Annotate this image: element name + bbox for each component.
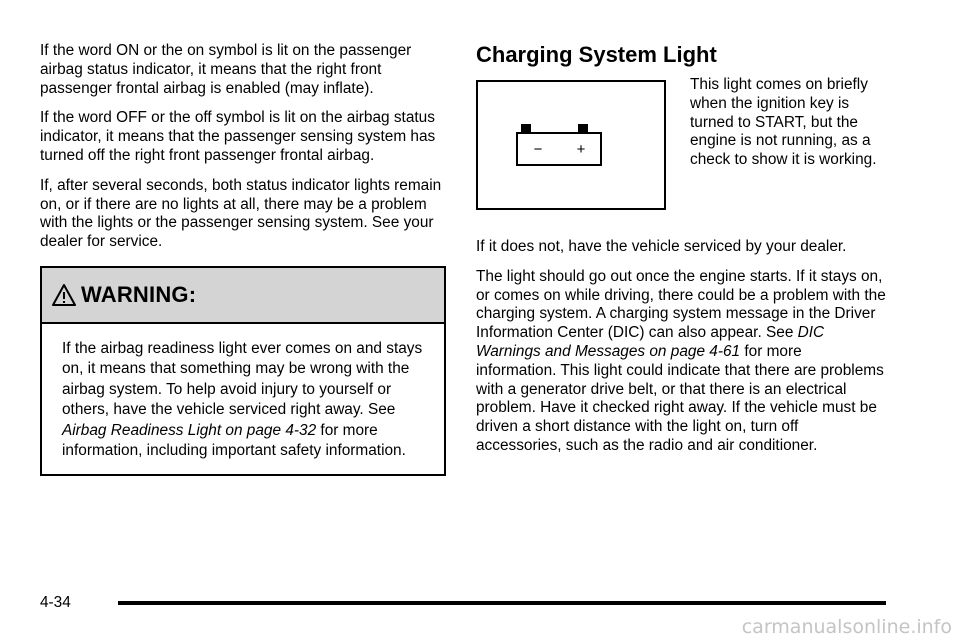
footer-rule [118,601,886,605]
warning-triangle-icon [52,283,76,307]
paragraph-charging-problem [476,268,886,456]
warning-text: If the airbag readiness light ever comes on and stays on, it means that something may be wrong with the airbag system. To help avoid injury to yourself or others, have the vehicle serviced right away. See [62,339,423,419]
battery-minus-sign: − [533,141,543,158]
warning-box [40,266,446,476]
warning-text-end: for more information, including important safety information. [62,421,406,460]
dic-warnings-link[interactable]: DIC Warnings and Messages on page 4-61 [476,324,825,360]
warning-title: WARNING: [81,281,197,307]
charging-text: The light should go out once the engine starts. If it stays on, or comes on while driving, there could be a problem with the charging system. A charging system message in the Driver Information Center (DIC) can also appear. See [476,267,886,342]
paragraph-off-indicator: If the word OFF or the off symbol is lit on the airbag status indicator, it means that the passenger sensing system has turned off the right front passenger frontal airbag. [40,109,436,164]
right-column [476,42,886,467]
charging-text-end: for more information. This light could indicate that there are problems with a generator drive belt, or that there is an electrical problem. Have it checked right away. If the vehicle must be driven a short distance with the light on, turn off accessories, such as the radio and air conditioner. [476,342,884,454]
left-column [40,42,446,476]
battery-plus-sign: + [576,141,586,158]
battery-icon [478,82,664,208]
watermark: carmanualsonline.info [741,616,952,638]
airbag-readiness-link[interactable]: Airbag Readiness Light on page 4-32 [62,421,317,439]
figure-row [476,76,886,210]
warning-header [42,268,444,324]
page-number: 4-34 [40,594,71,611]
battery-figure [476,80,666,210]
paragraph-not-on: If it does not, have the vehicle serviced by your dealer. [476,238,847,255]
warning-body [42,324,444,474]
paragraph-status-problem: If, after several seconds, both status indicator lights remain on, or if there are no lights at all, there may be a problem with the lights or the passenger sensing system. See your dealer for service. [40,176,442,251]
paragraph-on-indicator: If the word ON or the on symbol is lit on the passenger airbag status indicator, it means that the right front passenger frontal airbag is enabled (may inflate). [40,42,412,97]
section-title: Charging System Light [476,42,717,67]
right-text [476,238,886,456]
figure-caption: This light comes on briefly when the ignition key is turned to START, but the engine is not running, as a check to show it is working. [690,76,877,169]
